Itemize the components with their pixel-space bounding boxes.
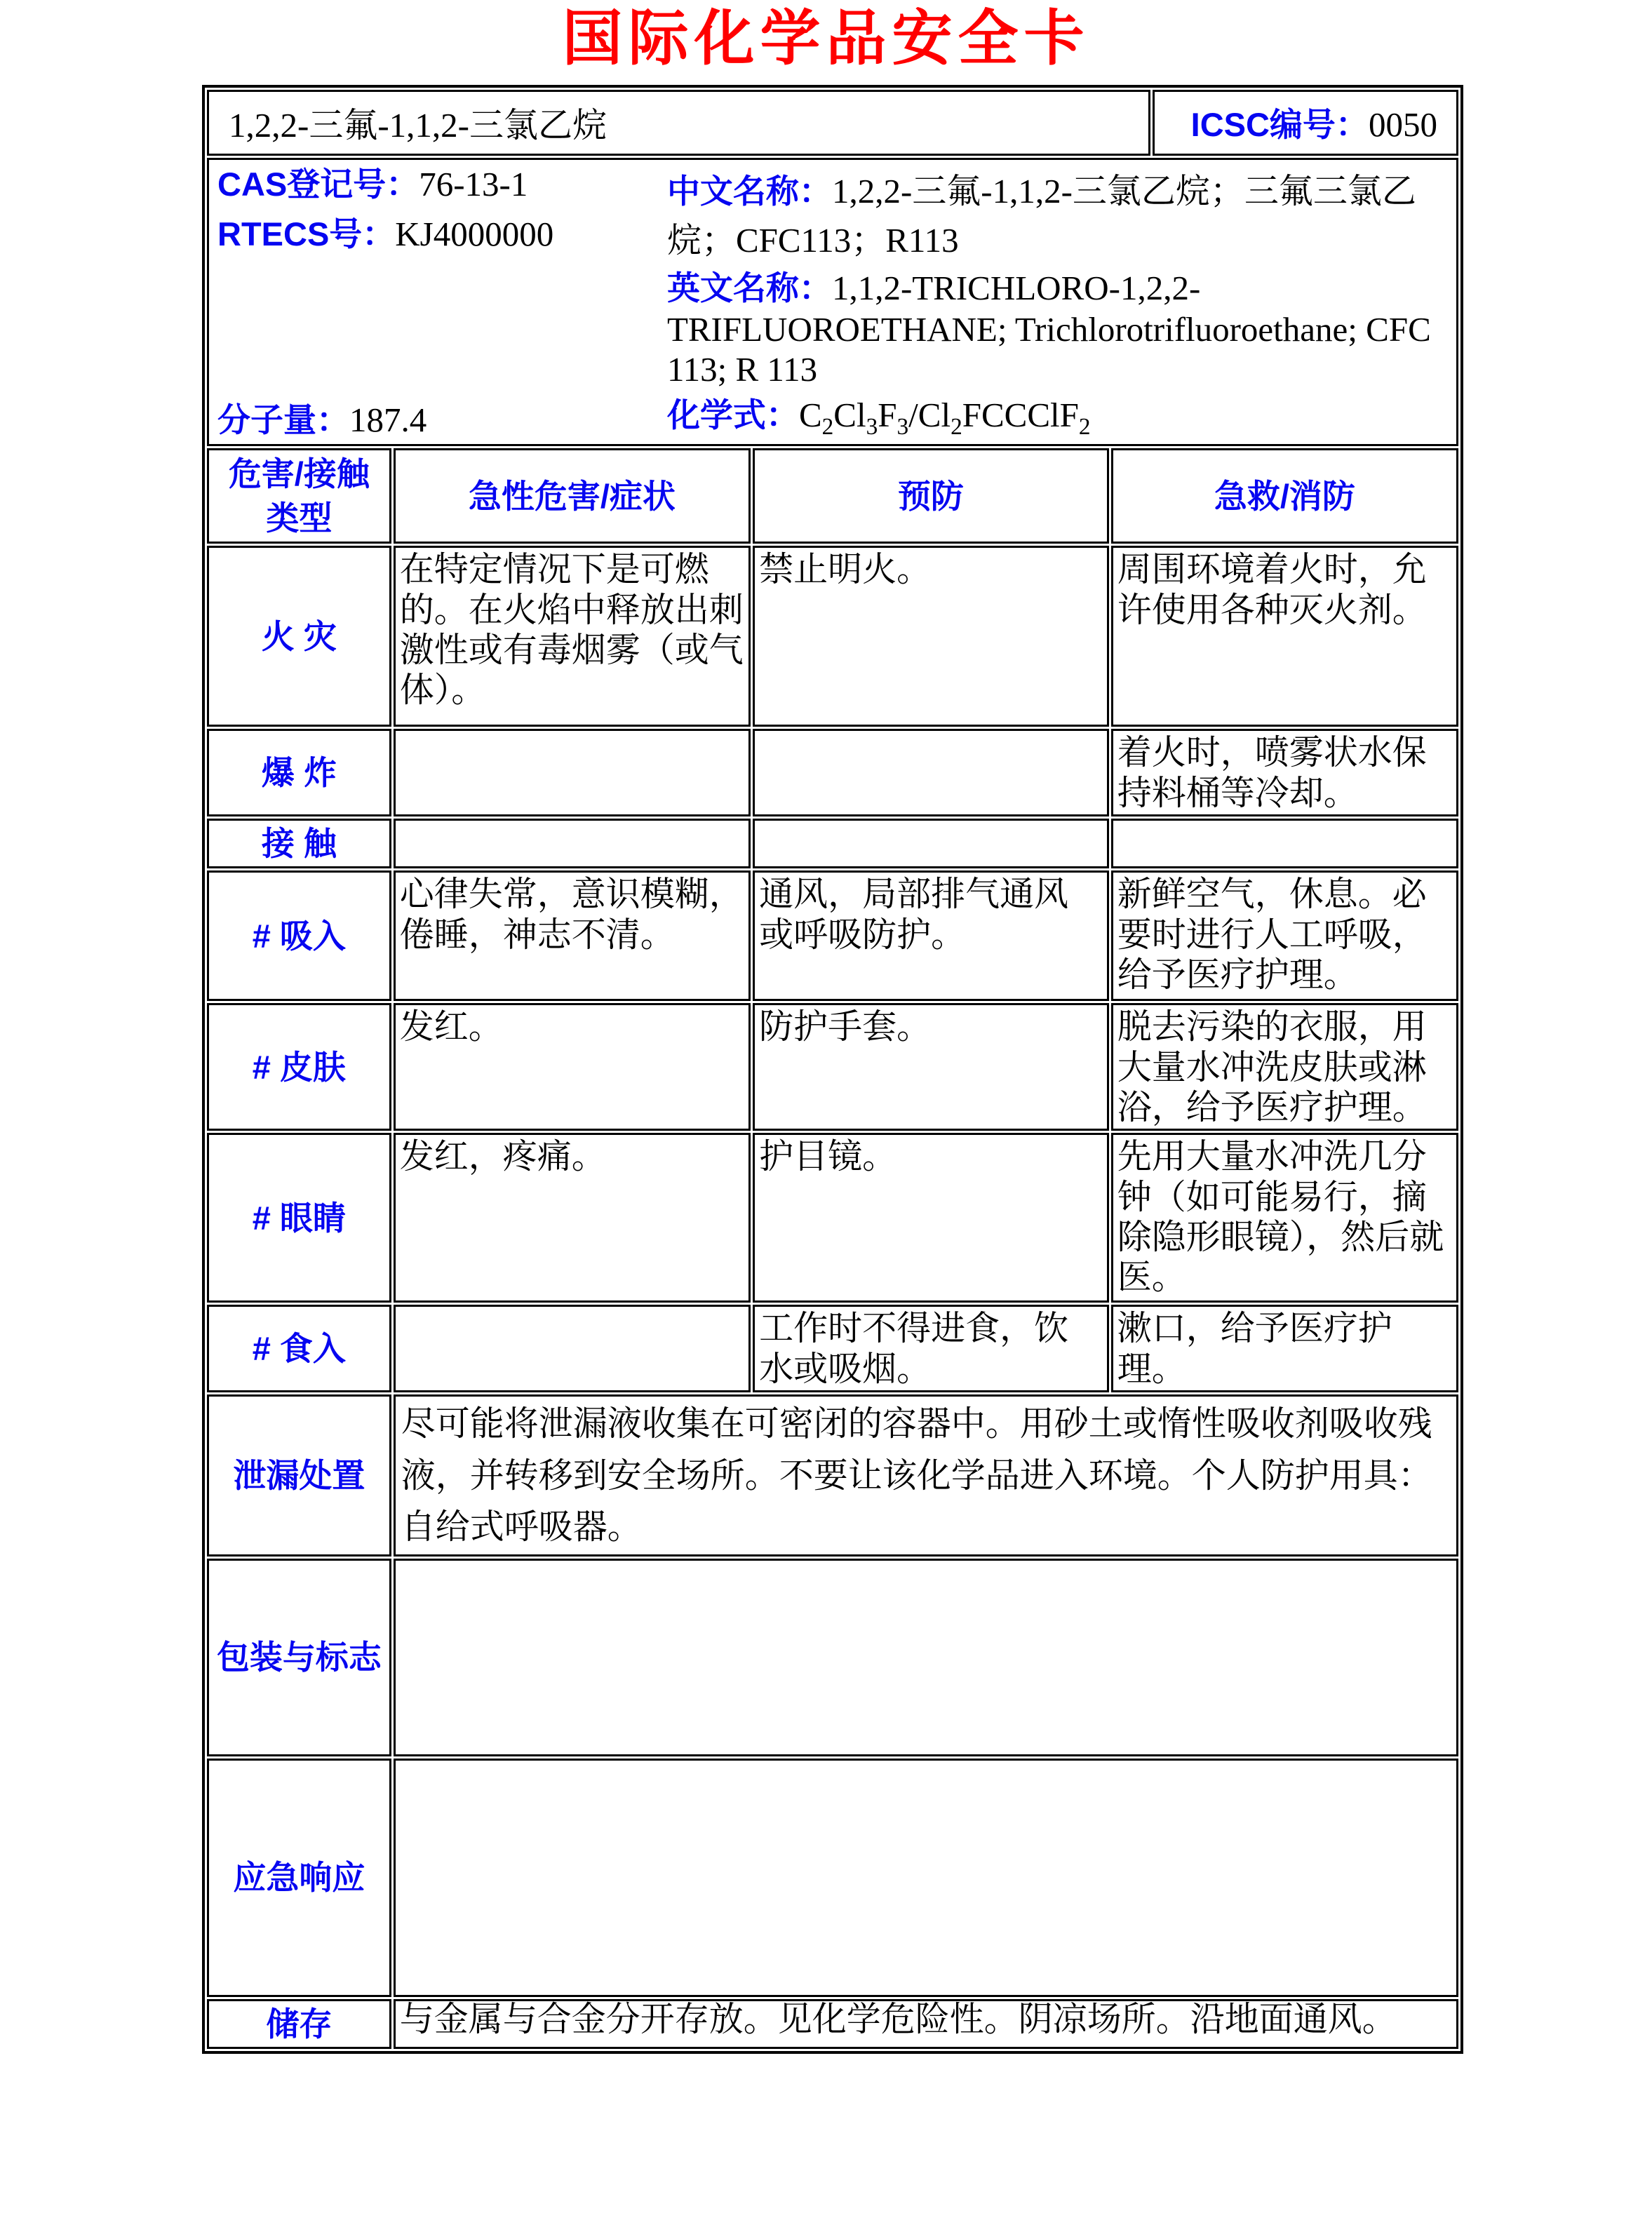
english-name-label: 英文名称： (666, 269, 832, 307)
row-spillage (207, 1394, 1458, 1557)
chinese-name-line (667, 164, 1449, 262)
row-spillage-content: 尽可能将泄漏液收集在可密闭的容器中。用砂土或惰性吸收剂吸收残液，并转移到安全场所。不要让该化学品进入环境。个人防护用具：自给式呼吸器。 (394, 1394, 1458, 1557)
row-explosion-label: 爆 炸 (207, 729, 391, 816)
row-explosion-symptoms (394, 729, 751, 816)
page-title: 国际化学品安全卡 (562, 5, 1090, 72)
formula-value: $C_2Cl_3F_3/Cl_2FCCClF_2$ (798, 395, 1091, 440)
substance-name-cell (207, 90, 1150, 156)
row-spillage-label: 泄漏处置 (207, 1394, 391, 1557)
substance-name: 1,2,2-三氟-1,1,2-三氯乙烷 (229, 105, 607, 144)
row-eyes-label: # 眼睛 (207, 1133, 391, 1303)
molecular-weight-line (217, 400, 667, 440)
rtecs-value: KJ4000000 (395, 214, 554, 253)
identity-right-column (667, 164, 1449, 441)
identity-left-column (217, 164, 667, 441)
row-storage-label: 储存 (207, 1999, 391, 2049)
row-emergency-response-label: 应急响应 (207, 1759, 391, 1997)
row-eyes-symptoms: 发红，疼痛。 (394, 1133, 751, 1303)
row-inhalation-prevention: 通风，局部排气通风或呼吸防护。 (753, 870, 1109, 1001)
substance-header-table (205, 88, 1460, 158)
row-inhalation-label: # 吸入 (207, 870, 391, 1001)
chinese-name-label: 中文名称： (666, 172, 832, 210)
identity-cell (207, 158, 1458, 447)
row-ingestion (207, 1305, 1458, 1392)
identity-columns (217, 164, 1449, 441)
row-skin-label: # 皮肤 (207, 1003, 391, 1131)
icsc-cell (1153, 90, 1458, 156)
row-skin-symptoms: 发红。 (394, 1003, 751, 1131)
header-acute-symptoms: 急性危害/症状 (394, 448, 751, 544)
row-exposure-prevention (753, 819, 1109, 868)
row-fire-first-aid: 周围环境着火时，允许使用各种灭火剂。 (1111, 546, 1458, 727)
row-exposure-first-aid (1111, 819, 1458, 868)
row-exposure (207, 819, 1458, 868)
row-eyes-prevention: 护目镜。 (753, 1133, 1109, 1303)
cas-label: CAS登记号： (217, 165, 419, 203)
chinese-name-value: 1,2,2-三氟-1,1,2-三氯乙烷；三氟三氯乙烷；CFC113；R113 (666, 171, 1416, 260)
row-ingestion-label: # 食入 (207, 1305, 391, 1392)
row-fire (207, 546, 1458, 727)
row-fire-symptoms: 在特定情况下是可燃的。在火焰中释放出刺激性或有毒烟雾（或气体）。 (394, 546, 751, 727)
row-ingestion-first-aid: 漱口，给予医疗护理。 (1111, 1305, 1458, 1392)
cas-value: 76-13-1 (419, 164, 528, 203)
row-explosion-prevention (753, 729, 1109, 816)
row-packaging-content (394, 1559, 1458, 1756)
row-packaging (207, 1559, 1458, 1756)
row-skin (207, 1003, 1458, 1131)
safety-card (202, 85, 1463, 2054)
english-name-value: 1,1,2-TRICHLORO-1,2,2-TRIFLUOROETHANE; Trichlorotrifluoroethane; CFC 113; R 113 (666, 268, 1431, 389)
row-explosion (207, 729, 1458, 816)
row-ingestion-symptoms (394, 1305, 751, 1392)
english-name-line (667, 262, 1449, 389)
row-inhalation (207, 870, 1458, 1001)
row-inhalation-first-aid: 新鲜空气，休息。必要时进行人工呼吸，给予医疗护理。 (1111, 870, 1458, 1001)
molecular-weight-value: 187.4 (349, 401, 427, 440)
row-packaging-label: 包装与标志 (207, 1559, 391, 1756)
row-skin-prevention: 防护手套。 (753, 1003, 1109, 1131)
header-prevention: 预防 (753, 448, 1109, 544)
row-fire-label: 火 灾 (207, 546, 391, 727)
substance-header-row (207, 90, 1458, 156)
hazard-header-row (207, 448, 1458, 544)
icsc-label: ICSC编号： (1190, 106, 1369, 144)
formula-label: 化学式： (666, 396, 799, 433)
header-hazard-type: 危害/接触 类型 (207, 448, 391, 544)
row-storage (207, 1999, 1458, 2049)
identity-table (205, 156, 1460, 449)
row-explosion-first-aid: 着火时，喷雾状水保持料桶等冷却。 (1111, 729, 1458, 816)
row-fire-prevention: 禁止明火。 (753, 546, 1109, 727)
header-first-aid: 急救/消防 (1111, 448, 1458, 544)
row-storage-content: 与金属与合金分开存放。见化学危险性。阴凉场所。沿地面通风。 (394, 1999, 1458, 2049)
rtecs-label: RTECS号： (217, 215, 396, 253)
row-emergency-response (207, 1759, 1458, 1997)
row-exposure-label: 接 触 (207, 819, 391, 868)
row-exposure-symptoms (394, 819, 751, 868)
cas-line (217, 164, 667, 204)
molecular-weight-label: 分子量： (217, 401, 349, 439)
row-skin-first-aid: 脱去污染的衣服，用大量水冲洗皮肤或淋浴，给予医疗护理。 (1111, 1003, 1458, 1131)
icsc-number: 0050 (1368, 105, 1437, 144)
row-eyes-first-aid: 先用大量水冲洗几分钟（如可能易行，摘除隐形眼镜），然后就医。 (1111, 1133, 1458, 1303)
row-ingestion-prevention: 工作时不得进食，饮水或吸烟。 (753, 1305, 1109, 1392)
hazard-table (205, 446, 1460, 2051)
identity-row (207, 158, 1458, 447)
formula-line (667, 389, 1449, 441)
row-inhalation-symptoms: 心律失常，意识模糊，倦睡，神志不清。 (394, 870, 751, 1001)
row-emergency-response-content (394, 1759, 1458, 1997)
rtecs-line (217, 214, 667, 254)
row-eyes (207, 1133, 1458, 1303)
